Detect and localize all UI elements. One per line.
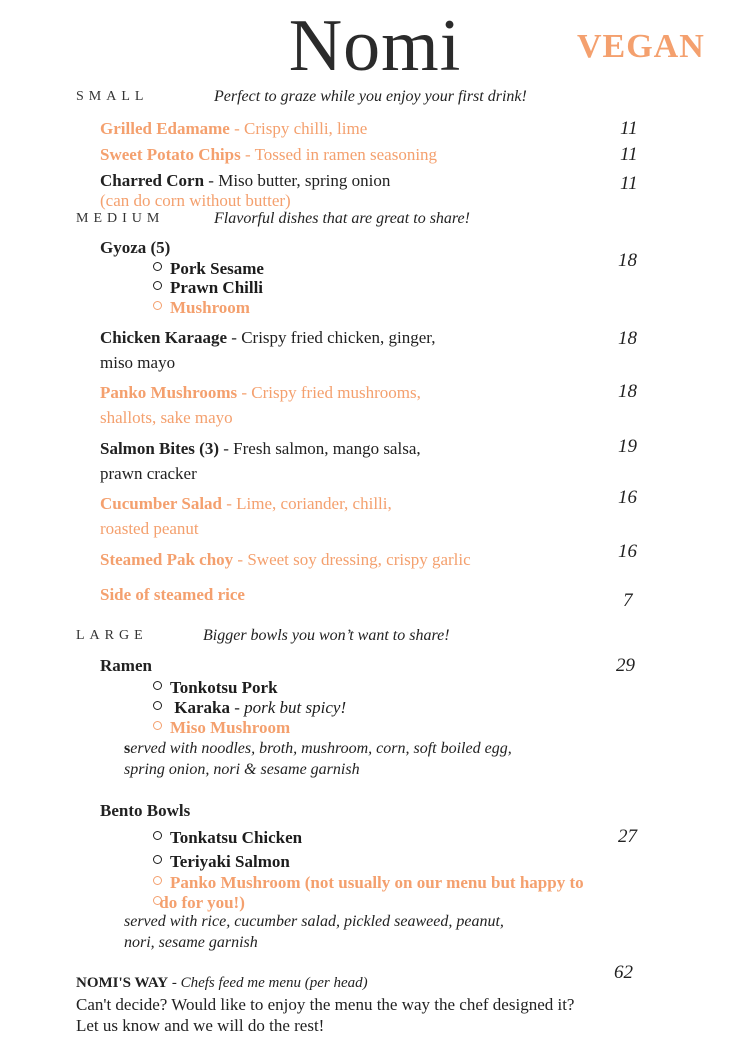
gyoza-option-pork-sesame: Pork Sesame: [153, 259, 264, 279]
item-price: 62: [614, 962, 633, 983]
item-name: Sweet Potato Chips: [100, 145, 241, 164]
item-name: Grilled Edamame: [100, 119, 230, 138]
item-desc-line2: shallots, sake mayo: [100, 408, 233, 427]
note-text: erved with noodles, broth, mushroom, corn, soft boiled egg,: [130, 740, 512, 757]
item-name: Steamed Pak choy: [100, 550, 234, 569]
item-price: 16: [618, 487, 637, 508]
item-name: Chicken Karaage: [100, 328, 228, 347]
option-desc: - pork but spicy!: [229, 698, 347, 717]
item-price: 27: [618, 826, 637, 847]
section-tagline-small: Perfect to graze while you enjoy your first drink!: [214, 88, 527, 105]
bento-option-panko-mushroom-line2: [153, 893, 245, 913]
menu-item-steamed-pak-choy: [100, 547, 471, 572]
section-tagline-large: Bigger bowls you won’t want to share!: [203, 627, 450, 644]
menu-item-gyoza: [100, 235, 170, 260]
menu-item-panko-mushrooms: [100, 380, 421, 405]
item-desc: - Miso butter, spring onion: [204, 171, 391, 190]
item-price: 7: [623, 590, 633, 611]
section-tagline-medium: Flavorful dishes that are great to share!: [214, 210, 470, 227]
item-name: Bento Bowls: [100, 801, 191, 820]
gyoza-option-mushroom: Mushroom: [153, 298, 250, 318]
item-desc: - Crispy chilli, lime: [229, 119, 368, 138]
item-name: Cucumber Salad: [100, 494, 223, 513]
item-name: Side of steamed rice: [100, 585, 245, 604]
item-price: 11: [620, 118, 638, 139]
item-name: Salmon Bites (3): [100, 439, 219, 458]
bento-serving-note-line2: nori, sesame garnish: [124, 934, 258, 951]
item-name: NOMI'S WAY: [76, 975, 169, 991]
item-desc-line2: miso mayo: [100, 353, 176, 372]
item-price: 11: [620, 173, 638, 194]
section-heading-large: LARGE: [76, 628, 148, 643]
section-heading-medium: MEDIUM: [76, 211, 165, 226]
item-desc: - Chefs feed me menu (per head): [168, 975, 368, 991]
item-price: 11: [620, 144, 638, 165]
item-desc-line2: prawn cracker: [100, 464, 197, 483]
item-price: 16: [618, 541, 637, 562]
item-name: Charred Corn: [100, 171, 205, 190]
item-desc: - Crispy fried chicken, ginger,: [227, 328, 436, 347]
menu-item-bento-bowls: [100, 798, 190, 823]
item-price: 18: [618, 328, 637, 349]
gyoza-option-prawn-chilli: Prawn Chilli: [153, 278, 263, 298]
nomis-way-description-line2: Let us know and we will do the rest!: [76, 1016, 325, 1035]
item-note: (can do corn without butter): [100, 191, 291, 210]
option-continued: do for you!): [159, 893, 245, 912]
ramen-option-miso-mushroom: Miso Mushroom: [153, 718, 290, 738]
vegan-badge: VEGAN: [577, 28, 705, 65]
section-heading-small: SMALL: [76, 89, 149, 104]
menu-item-salmon-bites: [100, 436, 421, 461]
item-desc-line2: roasted peanut: [100, 519, 199, 538]
item-price: 19: [618, 436, 637, 457]
menu-item-cucumber-salad: [100, 491, 392, 516]
restaurant-title: Nomi: [288, 5, 462, 87]
item-desc: - Lime, coriander, chilli,: [222, 494, 392, 513]
item-price: 18: [618, 381, 637, 402]
item-name: Panko Mushrooms: [100, 383, 238, 402]
item-desc: - Sweet soy dressing, crispy garlic: [233, 550, 471, 569]
bento-option-teriyaki-salmon: Teriyaki Salmon: [153, 852, 290, 872]
item-desc: - Crispy fried mushrooms,: [237, 383, 421, 402]
menu-item-grilled-edamame: [100, 116, 367, 141]
item-name: Ramen: [100, 656, 152, 675]
item-price: 29: [616, 655, 635, 676]
bento-option-panko-mushroom: Panko Mushroom (not usually on our menu but happy to: [153, 873, 584, 893]
nomis-way-description: Can't decide? Would like to enjoy the menu the way the chef designed it?: [76, 995, 575, 1014]
item-name: Gyoza (5): [100, 238, 171, 257]
menu-item-ramen: [100, 653, 152, 678]
item-price: 18: [618, 250, 637, 271]
note-initial: s: [124, 740, 131, 757]
ramen-option-karaka: [153, 698, 346, 718]
item-desc: - Tossed in ramen seasoning: [240, 145, 438, 164]
item-desc: - Fresh salmon, mango salsa,: [219, 439, 421, 458]
bento-option-tonkatsu-chicken: Tonkatsu Chicken: [153, 828, 302, 848]
ramen-option-tonkotsu-pork: Tonkotsu Pork: [153, 678, 278, 698]
bento-serving-note: served with rice, cucumber salad, pickled seaweed, peanut,: [124, 913, 504, 930]
ramen-serving-note-line2: spring onion, nori & sesame garnish: [124, 761, 360, 778]
menu-item-chicken-karaage: [100, 325, 435, 350]
menu-item-sweet-potato-chips: [100, 142, 437, 167]
nomis-way-heading: [76, 973, 368, 994]
menu-item-steamed-rice: [100, 582, 245, 607]
ramen-serving-note: [124, 738, 512, 759]
option-name: Karaka: [174, 698, 230, 717]
